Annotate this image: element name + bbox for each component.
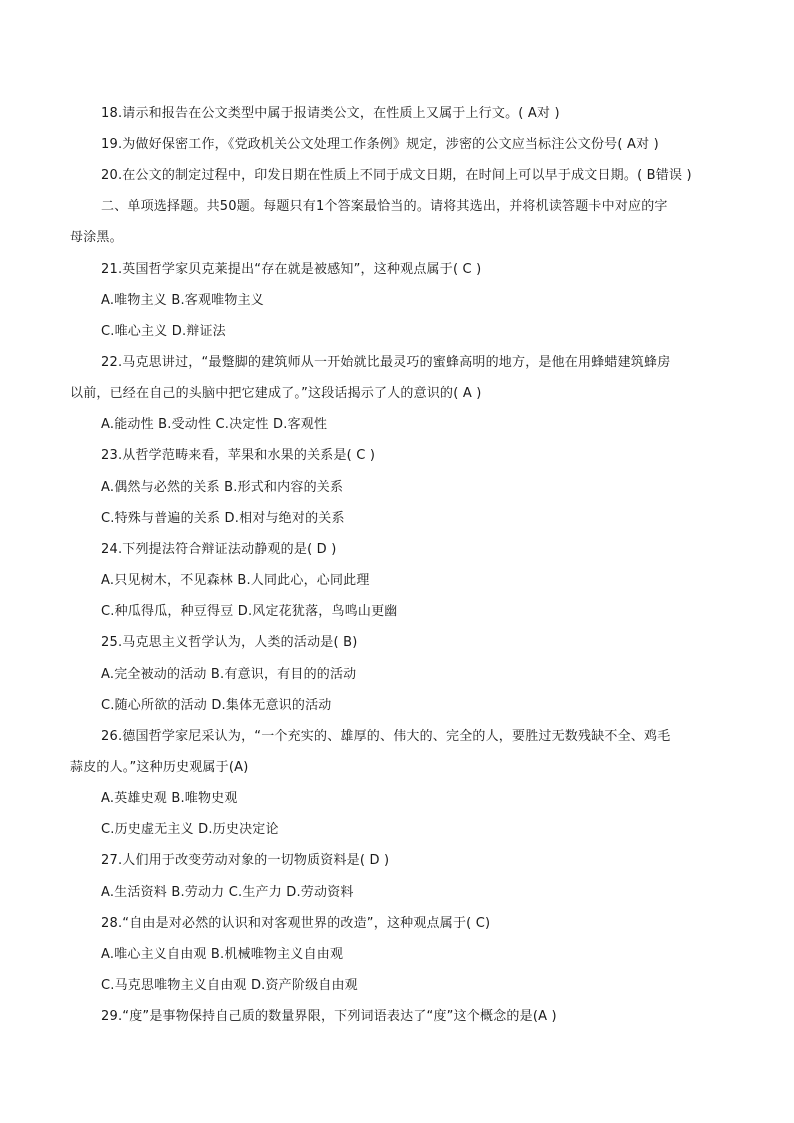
question-23: 23.从哲学范畴来看，苹果和水果的关系是( C ) [101, 448, 376, 463]
question-24-options-ab: A.只见树木，不见森林 B.人同此心，心同此理 [101, 573, 370, 588]
question-18: 18.请示和报告在公文类型中属于报请类公文，在性质上又属于上行文。( A对 ) [101, 106, 560, 121]
question-23-options-ab: A.偶然与必然的关系 B.形式和内容的关系 [101, 480, 344, 495]
question-24-options-cd: C.种瓜得瓜，种豆得豆 D.风定花犹落，鸟鸣山更幽 [101, 604, 398, 619]
question-26-options-ab: A.英雄史观 B.唯物史观 [101, 791, 238, 806]
question-22-continued: 以前，已经在自己的头脑中把它建成了。”这段话揭示了人的意识的( A ) [70, 386, 482, 401]
question-28-options-ab: A.唯心主义自由观 B.机械唯物主义自由观 [101, 947, 344, 962]
question-27-options: A.生活资料 B.劳动力 C.生产力 D.劳动资料 [101, 885, 354, 900]
question-29: 29.“度”是事物保持自己质的数量界限，下列词语表达了“度”这个概念的是(A ) [101, 1009, 557, 1024]
question-28: 28.“自由是对必然的认识和对客观世界的改造”，这种观点属于( C) [101, 916, 491, 931]
question-26-continued: 蒜皮的人。”这种历史观属于(A) [70, 760, 249, 775]
question-22-options: A.能动性 B.受动性 C.决定性 D.客观性 [101, 417, 328, 432]
question-23-options-cd: C.特殊与普遍的关系 D.相对与绝对的关系 [101, 511, 345, 526]
question-21: 21.英国哲学家贝克莱提出“存在就是被感知”，这种观点属于( C ) [101, 262, 482, 277]
question-21-options-ab: A.唯物主义 B.客观唯物主义 [101, 293, 264, 308]
question-25: 25.马克思主义哲学认为，人类的活动是( B) [101, 635, 358, 650]
section-heading-continued: 母涂黑。 [70, 230, 123, 245]
section-heading: 二、单项选择题。共50题。每题只有1个答案最恰当的。请将其选出，并将机读答题卡中对应的字 [101, 199, 668, 214]
question-28-options-cd: C.马克思唯物主义自由观 D.资产阶级自由观 [101, 978, 358, 993]
question-24: 24.下列提法符合辩证法动静观的是( D ) [101, 542, 337, 557]
question-21-options-cd: C.唯心主义 D.辩证法 [101, 324, 226, 339]
question-25-options-cd: C.随心所欲的活动 D.集体无意识的活动 [101, 698, 332, 713]
question-25-options-ab: A.完全被动的活动 B.有意识，有目的的活动 [101, 667, 357, 682]
question-26: 26.德国哲学家尼采认为，“一个充实的、雄厚的、伟大的、完全的人，要胜过无数残缺不全、鸡毛 [101, 729, 671, 744]
question-27: 27.人们用于改变劳动对象的一切物质资料是( D ) [101, 853, 390, 868]
question-20: 20.在公文的制定过程中，印发日期在性质上不同于成文日期，在时间上可以早于成文日期。( B错误 ) [101, 168, 692, 183]
question-26-options-cd: C.历史虚无主义 D.历史决定论 [101, 822, 279, 837]
question-19: 19.为做好保密工作，《党政机关公文处理工作条例》规定，涉密的公文应当标注公文份号( A对 ) [101, 137, 659, 152]
question-22: 22.马克思讲过，“最蹩脚的建筑师从一开始就比最灵巧的蜜蜂高明的地方，是他在用蜂蜡建筑蜂房 [101, 355, 671, 370]
